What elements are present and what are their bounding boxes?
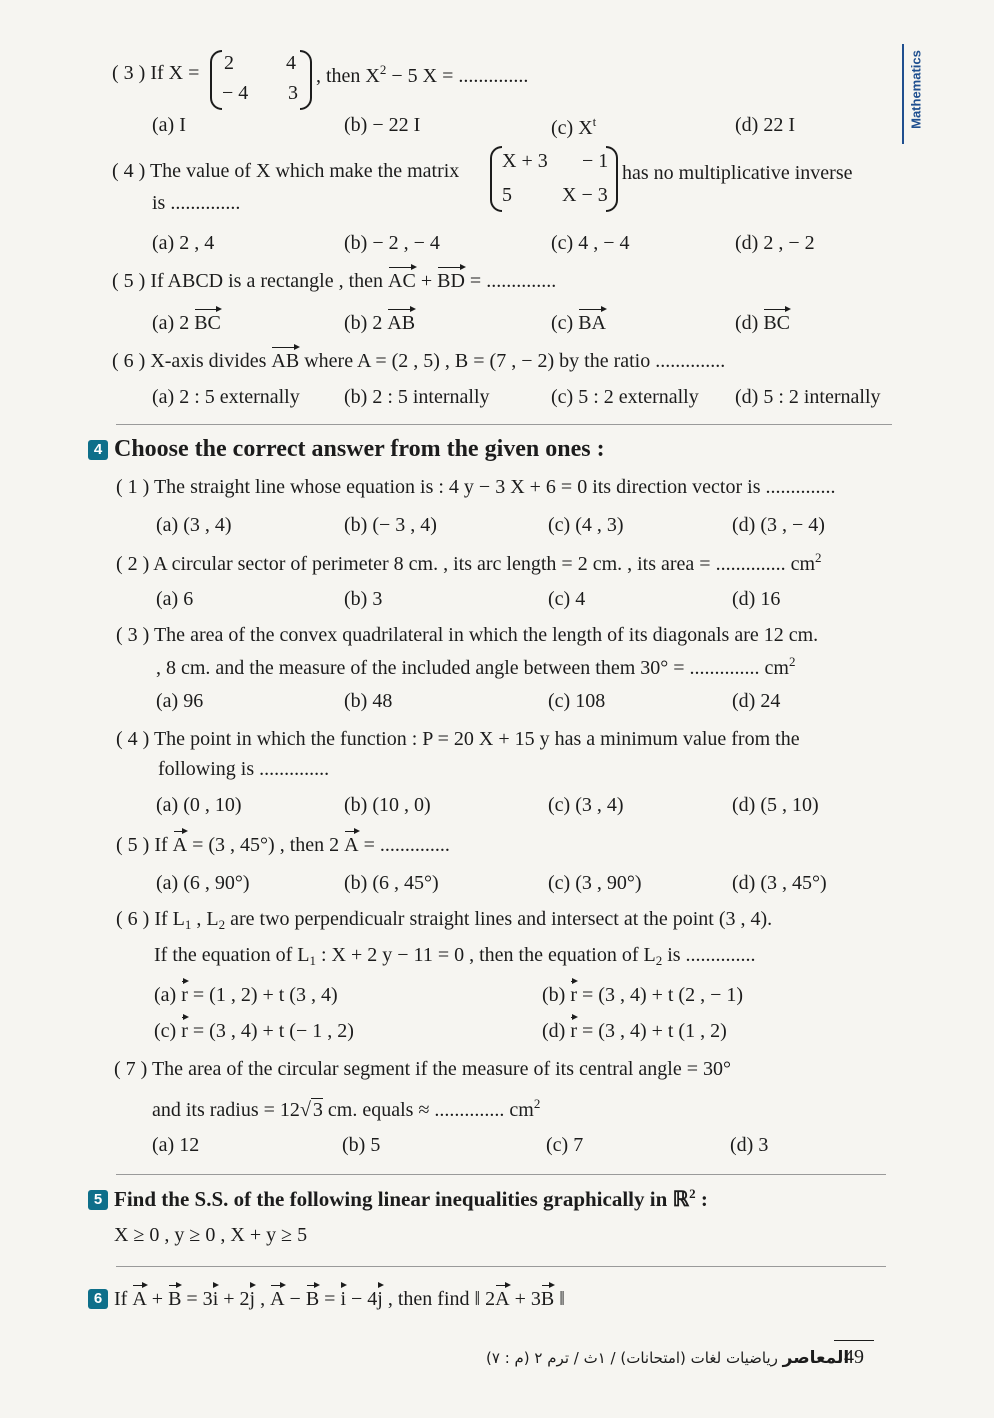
section-4-title: Choose the correct answer from the given ones : [114, 436, 605, 462]
option-b[interactable]: (b) 48 [344, 690, 393, 712]
option-b[interactable]: (b) 3 [344, 588, 383, 610]
matrix-cell: 3 [288, 82, 298, 104]
option-a[interactable]: (a) 12 [152, 1134, 200, 1156]
option-b[interactable]: (b) 2 AB [344, 312, 416, 334]
matrix-cell: 2 [224, 52, 234, 74]
question-4-3-line2: , 8 cm. and the measure of the included angle between them 30° = .............. $cm^2$ [156, 654, 796, 679]
matrix-cell: X + 3 [502, 150, 548, 172]
option-a[interactable]: (a) I [152, 114, 186, 136]
option-c[interactable]: (c) 7 [546, 1134, 584, 1156]
option-c[interactable]: (c) (4 , 3) [548, 514, 624, 536]
matrix-left-paren [210, 50, 222, 110]
option-a[interactable]: (a) (3 , 4) [156, 514, 232, 536]
question-3-5: ( 5 ) If ABCD is a rectangle , then AC + BD = .............. [112, 270, 557, 292]
divider [116, 424, 892, 425]
section-4-header [88, 436, 605, 463]
matrix-cell: X − 3 [562, 184, 608, 206]
divider [116, 1174, 886, 1175]
matrix-right-paren [606, 146, 618, 212]
section-6-question: 6 If A + B = 3i + 2j , A − B = i − 4j , then find ‖ 2A + 3B ‖ [88, 1288, 565, 1311]
option-b[interactable]: (b) − 22 I [344, 114, 421, 136]
question-4-7-line2: and its radius = 12√ 3 cm. equals ≈ .............. $cm^2$ [152, 1096, 541, 1121]
option-d[interactable]: (d) 5 : 2 internally [735, 386, 881, 408]
option-a[interactable]: (a) (0 , 10) [156, 794, 242, 816]
question-3-6: ( 6 ) X-axis divides AB where A = (2 , 5) , B = (7 , − 2) by the ratio .............. [112, 350, 726, 372]
option-c[interactable]: (c) 4 , − 4 [551, 232, 630, 254]
option-b[interactable]: (b) 2 : 5 internally [344, 386, 490, 408]
sqrt-sign: √ [299, 1099, 311, 1121]
question-4-4: ( 4 ) The point in which the function : P = 20 X + 15 y has a minimum value from the [116, 728, 800, 750]
footer-brand: المعاصر [782, 1348, 850, 1368]
option-a[interactable]: (a) 6 [156, 588, 194, 610]
question-4-1: ( 1 ) The straight line whose equation is : 4 y − 3 X + 6 = 0 its direction vector is .............. [116, 476, 836, 498]
option-c[interactable]: (c) (3 , 90°) [548, 872, 642, 894]
question-4-5: ( 5 ) If A = (3 , 45°) , then 2 A = .............. [116, 834, 450, 856]
option-a[interactable]: (a) 2 BC [152, 312, 221, 334]
matrix-cell: 4 [286, 52, 296, 74]
page-number-rule [834, 1340, 874, 1341]
option-c[interactable]: (c) 4 [548, 588, 586, 610]
section-5-title: Find the S.S. of the following linear inequalities graphically in ℝ [114, 1187, 690, 1211]
question-3-4-line2: is .............. [152, 192, 241, 214]
matrix-left-paren [490, 146, 502, 212]
option-b[interactable]: (b) (6 , 45°) [344, 872, 439, 894]
side-tab-label: Mathematics [908, 50, 924, 129]
question-3-4: ( 4 ) The value of X which make the matrix [112, 160, 460, 182]
option-a[interactable]: (a) 96 [156, 690, 204, 712]
question-3-3-suffix: , then $X^2 - 5$ X = .............. [316, 62, 529, 87]
matrix-cell: 5 [502, 184, 512, 206]
option-c[interactable]: (c) BA [551, 312, 606, 334]
question-4-3: ( 3 ) The area of the convex quadrilateral in which the length of its diagonals are 12 cm. [116, 624, 819, 646]
option-b[interactable]: (b) − 2 , − 4 [344, 232, 440, 254]
option-a[interactable]: (a) (6 , 90°) [156, 872, 250, 894]
option-a[interactable]: (a) 2 , 4 [152, 232, 215, 254]
option-a[interactable]: (a) r = (1 , 2) + t (3 , 4) [154, 984, 338, 1006]
option-b[interactable]: (b) (10 , 0) [344, 794, 431, 816]
question-3-3: ( 3 ) If X = [112, 62, 200, 84]
divider [116, 1266, 886, 1267]
option-d[interactable]: (d) 24 [732, 690, 781, 712]
question-4-6: ( 6 ) If $L_1$ , $L_2$ are two perpendicualr straight lines and intersect at the point (3 , 4). [116, 908, 773, 932]
option-c[interactable]: (c) 5 : 2 externally [551, 386, 699, 408]
section-5-header: 5 Find the S.S. of the following linear inequalities graphically in ℝ$^2$ : [88, 1186, 708, 1212]
question-4-6-line2: If the equation of $L_1$ : X + 2 y − 11 = 0 , then the equation of $L_2$ is .............. [154, 944, 756, 968]
section-badge: 4 [88, 440, 108, 460]
page-number: 49 [844, 1346, 864, 1368]
question-4-2: ( 2 ) A circular sector of perimeter 8 cm. , its arc length = 2 cm. , its area = .............. $cm^2$ [116, 550, 822, 575]
section-5-inequalities: X ≥ 0 , y ≥ 0 , X + y ≥ 5 [114, 1224, 308, 1246]
footer-text: المعاصر رياضيات لغات (امتحانات) / ١ث / ترم ٢ (م : ٧) [486, 1348, 850, 1368]
matrix-right-paren [300, 50, 312, 110]
question-3-4-suffix: has no multiplicative inverse [622, 162, 853, 184]
option-d[interactable]: (d) 2 , − 2 [735, 232, 815, 254]
option-b[interactable]: (b) 5 [342, 1134, 381, 1156]
option-c[interactable]: (c) r = (3 , 4) + t (− 1 , 2) [154, 1020, 354, 1042]
option-a[interactable]: (a) 2 : 5 externally [152, 386, 300, 408]
option-b[interactable]: (b) (− 3 , 4) [344, 514, 437, 536]
option-c[interactable]: (c) (3 , 4) [548, 794, 624, 816]
option-d[interactable]: (d) (3 , − 4) [732, 514, 825, 536]
question-4-7: ( 7 ) The area of the circular segment if the measure of its central angle = 30° [114, 1058, 731, 1080]
option-c[interactable]: (c) 108 [548, 690, 606, 712]
option-d[interactable]: (d) 16 [732, 588, 781, 610]
section-badge: 5 [88, 1190, 108, 1210]
option-c[interactable]: (c) $X^t$ [551, 114, 597, 139]
option-d[interactable]: (d) 3 [730, 1134, 769, 1156]
option-d[interactable]: (d) (5 , 10) [732, 794, 819, 816]
matrix-cell: − 1 [582, 150, 609, 172]
option-b[interactable]: (b) r = (3 , 4) + t (2 , − 1) [542, 984, 744, 1006]
option-d[interactable]: (d) r = (3 , 4) + t (1 , 2) [542, 1020, 727, 1042]
question-4-4-line2: following is .............. [158, 758, 330, 780]
option-d[interactable]: (d) (3 , 45°) [732, 872, 827, 894]
option-d[interactable]: (d) BC [735, 312, 791, 334]
option-d[interactable]: (d) 22 I [735, 114, 795, 136]
side-tab [902, 44, 926, 144]
matrix-cell: − 4 [222, 82, 249, 104]
section-badge: 6 [88, 1289, 108, 1309]
